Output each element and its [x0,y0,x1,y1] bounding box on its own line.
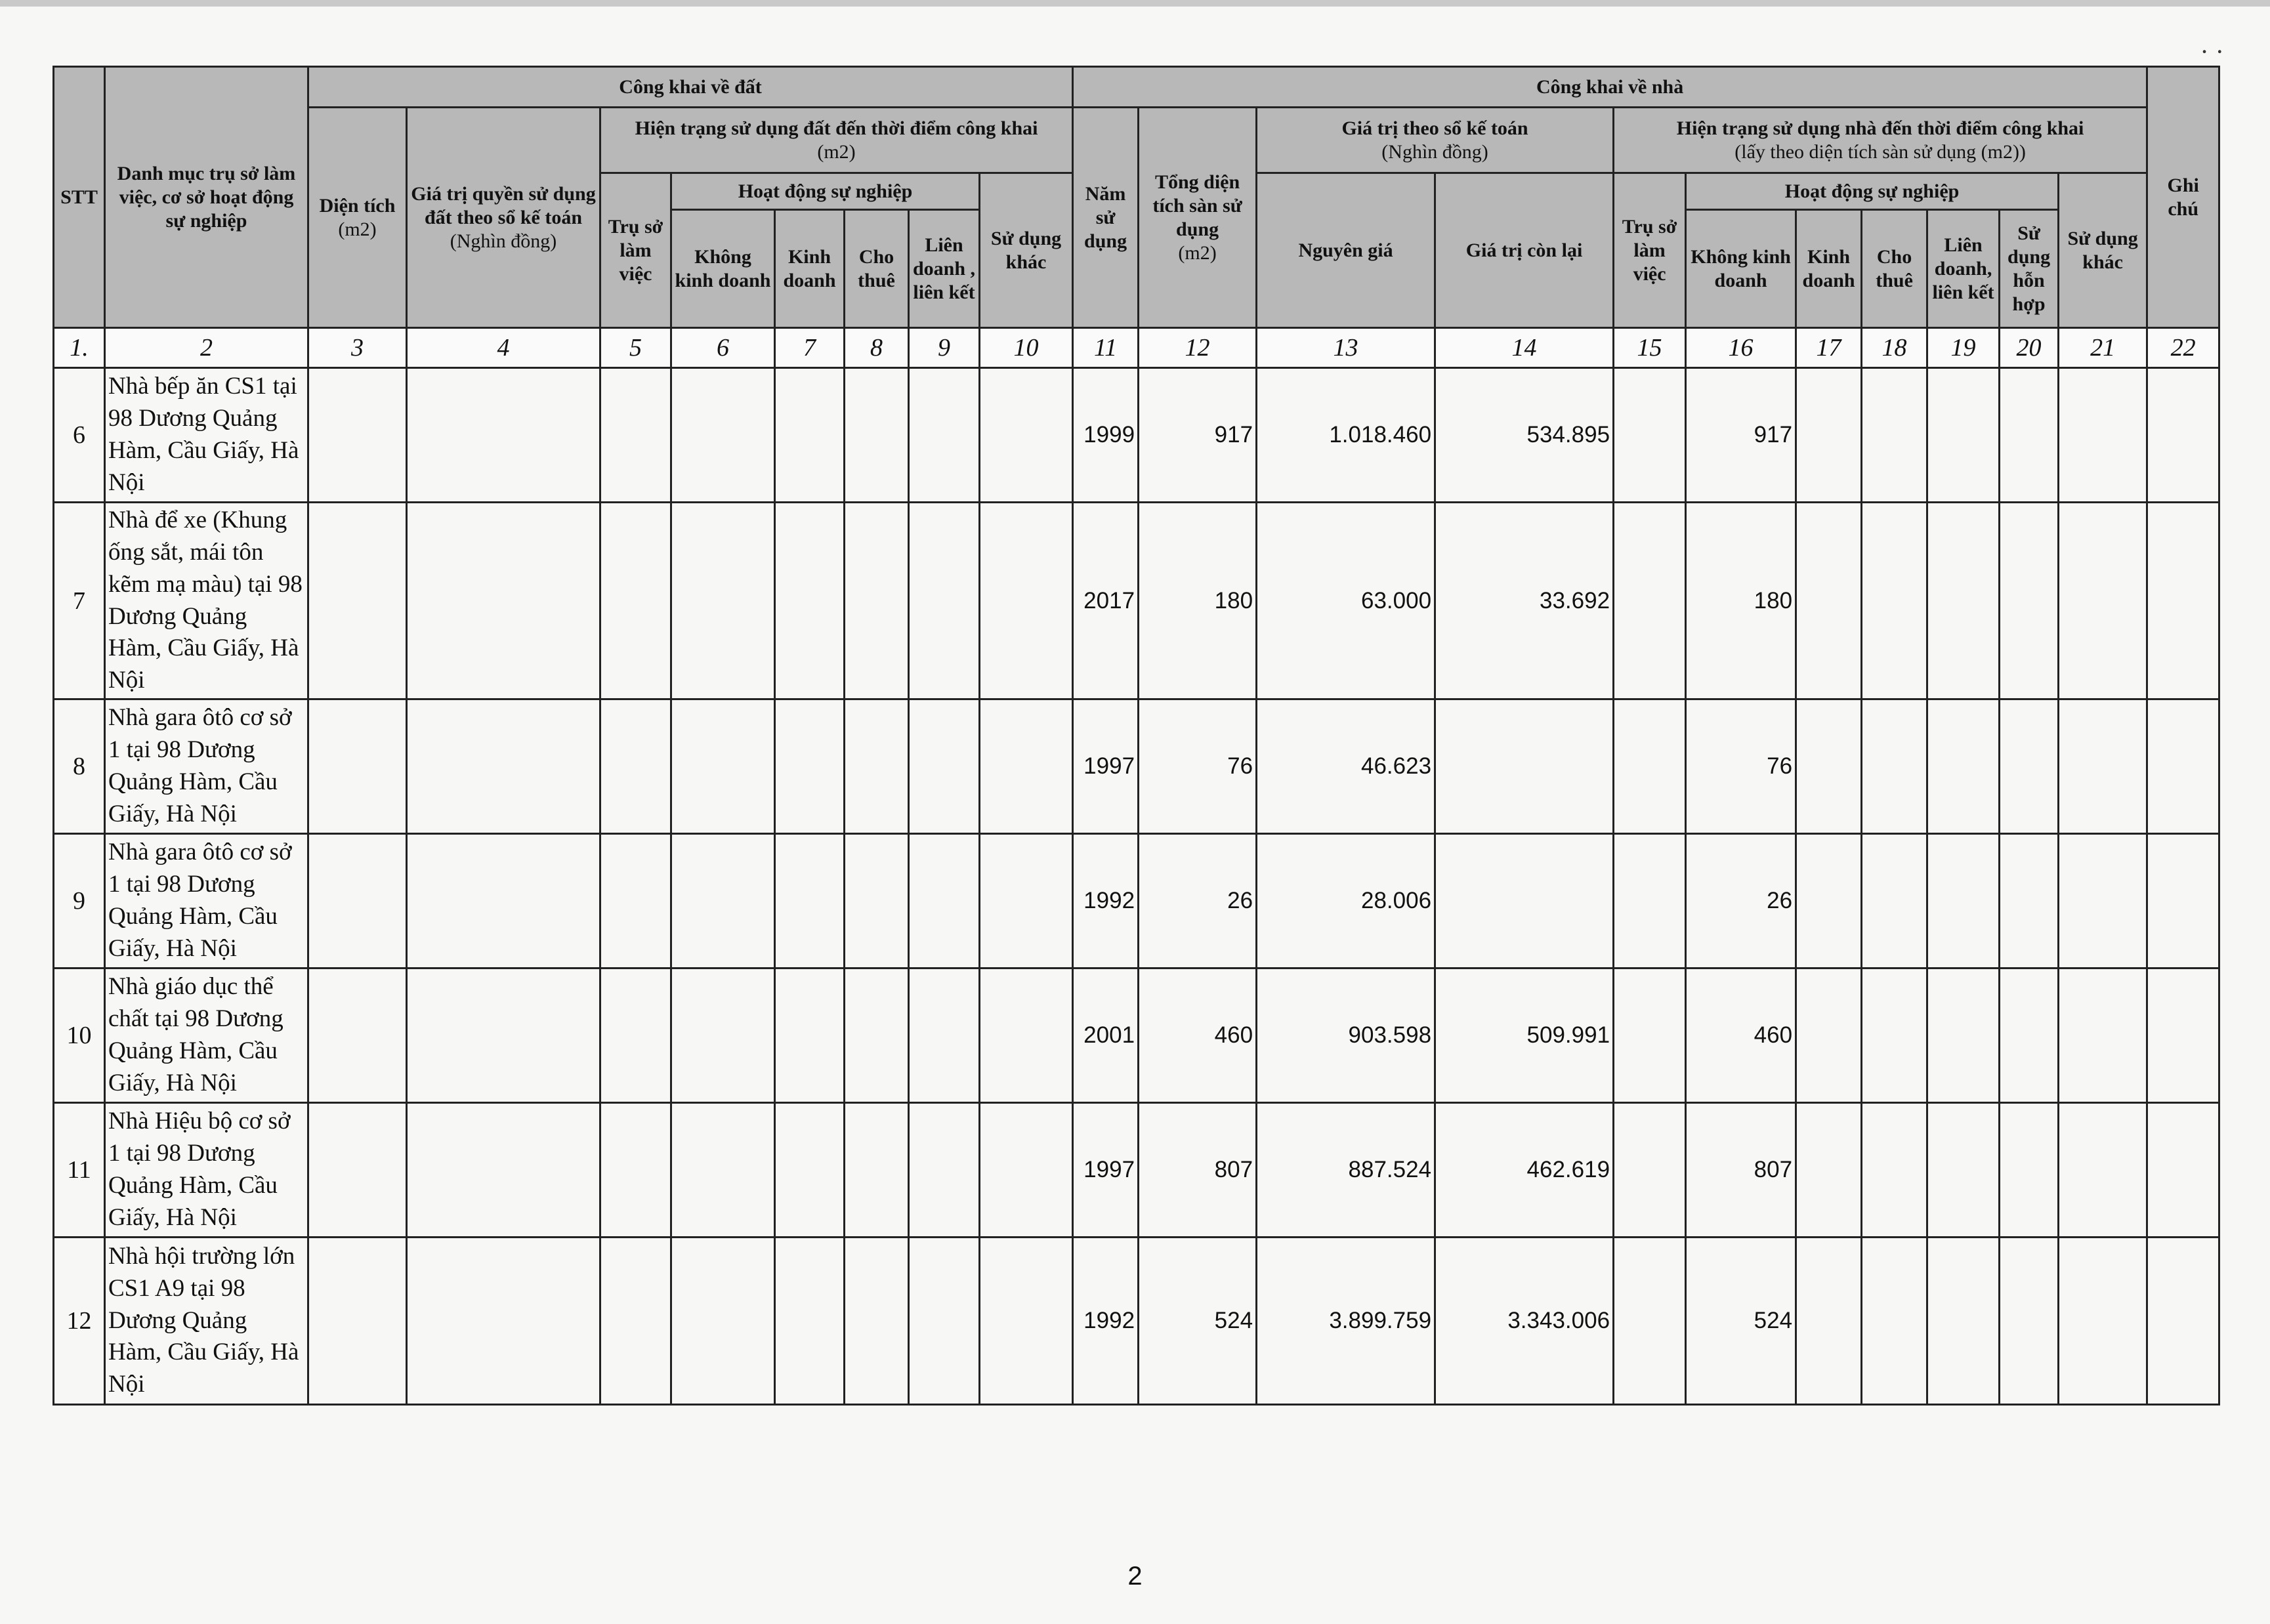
house-rent-cell [1862,834,1927,968]
index-cell: 11 [1073,328,1139,368]
index-cell: 9 [909,328,980,368]
asset-disclosure-table [53,66,2220,1405]
land-nonbusiness-cell [671,503,775,699]
land-jv-cell [909,1238,980,1405]
house-group-header: Công khai về nhà [1073,67,2147,108]
row-name: Nhà gara ôtô cơ sở 1 tại 98 Dương Quảng Hàm, Cầu Giấy, Hà Nội [105,834,308,968]
col-category: Danh mục trụ sở làm việc, cơ sở hoạt động sự nghiệp [105,67,308,328]
house-total-area-cell: 26 [1139,834,1257,968]
row-name: Nhà Hiệu bộ cơ sở 1 tại 98 Dương Quảng Hàm, Cầu Giấy, Hà Nội [105,1103,308,1238]
house-total-area-label: Tổng diện tích sàn sử dụng [1152,171,1242,240]
land-rent-cell [845,699,909,834]
notes-cell [2147,503,2219,699]
table-row [54,503,2219,699]
land-office-cell [600,1103,671,1238]
house-business-cell [1796,834,1862,968]
table-row [54,968,2219,1103]
house-nonbusiness-cell: 26 [1686,834,1796,968]
house-total-area-cell: 524 [1139,1238,1257,1405]
col-stt: STT [54,67,105,328]
land-office-cell [600,834,671,968]
table-row [54,1103,2219,1238]
land-nonbusiness-cell [671,1238,775,1405]
house-activity-header: Hoạt động sự nghiệp [1686,173,2059,210]
house-mixed-cell [2000,503,2059,699]
index-cell: 5 [600,328,671,368]
house-year-cell: 1999 [1073,368,1139,503]
index-cell: 10 [980,328,1073,368]
index-cell: 21 [2059,328,2147,368]
row-name: Nhà bếp ăn CS1 tại 98 Dương Quảng Hàm, Cầu Giấy, Hà Nội [105,368,308,503]
land-area-cell [308,1103,407,1238]
col-house-rent: Cho thuê [1862,210,1927,328]
col-land-value [407,108,600,328]
land-business-cell [775,834,845,968]
house-nonbusiness-cell: 180 [1686,503,1796,699]
land-status-label: Hiện trạng sử dụng đất đến thời điểm công khai [635,117,1038,139]
house-total-area-cell: 460 [1139,968,1257,1103]
land-business-cell [775,368,845,503]
index-cell: 16 [1686,328,1796,368]
land-value-cell [407,699,600,834]
table-row [54,699,2219,834]
col-land-office: Trụ sở làm việc [600,173,671,328]
index-cell: 1. [54,328,105,368]
house-business-cell [1796,503,1862,699]
house-book-value-unit: (Nghìn đồng) [1381,140,1488,163]
col-house-original: Nguyên giá [1257,173,1435,328]
index-cell: 3 [308,328,407,368]
land-rent-cell [845,368,909,503]
house-jv-cell [1927,968,2000,1103]
col-house-year: Năm sử dụng [1073,108,1139,328]
row-stt: 6 [54,368,105,503]
page-number: 2 [1127,1562,1143,1591]
land-office-cell [600,368,671,503]
house-status-header [1614,108,2147,173]
land-rent-cell [845,1238,909,1405]
scan-marks: · · [2200,37,2224,66]
index-cell: 18 [1862,328,1927,368]
land-other-cell [980,699,1073,834]
house-business-cell [1796,1238,1862,1405]
house-original-cell: 1.018.460 [1257,368,1435,503]
land-jv-cell [909,503,980,699]
row-name: Nhà để xe (Khung ống sắt, mái tôn kẽm mạ màu) tại 98 Dương Quảng Hàm, Cầu Giấy, Hà Nội [105,503,308,699]
row-name: Nhà hội trường lớn CS1 A9 tại 98 Dương Quảng Hàm, Cầu Giấy, Hà Nội [105,1238,308,1405]
col-land-nonbusiness: Không kinh doanh [671,210,775,328]
house-mixed-cell [2000,368,2059,503]
land-area-unit: (m2) [338,218,377,240]
land-office-cell [600,968,671,1103]
house-jv-cell [1927,503,2000,699]
house-other-cell [2059,368,2147,503]
house-nonbusiness-cell: 807 [1686,1103,1796,1238]
house-business-cell [1796,699,1862,834]
notes-cell [2147,699,2219,834]
land-value-cell [407,503,600,699]
house-original-cell: 63.000 [1257,503,1435,699]
land-value-label: Giá trị quyền sử dụng đất theo sổ kế toán [411,182,596,228]
house-status-unit: (lấy theo diện tích sàn sử dụng (m2)) [1734,140,2026,163]
land-value-cell [407,968,600,1103]
index-cell: 7 [775,328,845,368]
house-jv-cell [1927,1103,2000,1238]
house-jv-cell [1927,834,2000,968]
row-name: Nhà gara ôtô cơ sở 1 tại 98 Dương Quảng Hàm, Cầu Giấy, Hà Nội [105,699,308,834]
column-index-row [54,328,2219,368]
land-business-cell [775,1103,845,1238]
house-mixed-cell [2000,1103,2059,1238]
house-remaining-cell [1435,699,1614,834]
land-nonbusiness-cell [671,699,775,834]
house-other-cell [2059,699,2147,834]
row-stt: 8 [54,699,105,834]
land-business-cell [775,699,845,834]
col-land-area [308,108,407,328]
land-other-cell [980,503,1073,699]
notes-cell [2147,1238,2219,1405]
notes-cell [2147,968,2219,1103]
col-house-mixed: Sử dụng hỗn hợp [2000,210,2059,328]
col-land-rent: Cho thuê [845,210,909,328]
house-total-area-cell: 917 [1139,368,1257,503]
land-jv-cell [909,1103,980,1238]
house-mixed-cell [2000,834,2059,968]
land-value-cell [407,1103,600,1238]
house-mixed-cell [2000,1238,2059,1405]
col-land-business: Kinh doanh [775,210,845,328]
land-value-cell [407,368,600,503]
house-nonbusiness-cell: 524 [1686,1238,1796,1405]
house-year-cell: 2001 [1073,968,1139,1103]
land-rent-cell [845,503,909,699]
house-total-area-cell: 76 [1139,699,1257,834]
land-business-cell [775,968,845,1103]
land-area-cell [308,1238,407,1405]
house-business-cell [1796,1103,1862,1238]
land-rent-cell [845,968,909,1103]
house-year-cell: 1992 [1073,1238,1139,1405]
row-stt: 10 [54,968,105,1103]
house-office-cell [1614,834,1686,968]
col-house-office: Trụ sở làm việc [1614,173,1686,328]
land-jv-cell [909,368,980,503]
col-house-total-area [1139,108,1257,328]
land-other-cell [980,368,1073,503]
land-jv-cell [909,834,980,968]
col-house-jv: Liên doanh, liên kết [1927,210,2000,328]
land-area-cell [308,699,407,834]
land-area-label: Diện tích [319,194,396,217]
index-cell: 17 [1796,328,1862,368]
house-total-area-unit: (m2) [1178,241,1217,264]
house-remaining-cell [1435,834,1614,968]
table-body [54,328,2219,1405]
house-original-cell: 28.006 [1257,834,1435,968]
house-remaining-cell: 3.343.006 [1435,1238,1614,1405]
house-rent-cell [1862,1238,1927,1405]
table-row [54,1238,2219,1405]
table-row [54,834,2219,968]
house-total-area-cell: 180 [1139,503,1257,699]
house-other-cell [2059,968,2147,1103]
notes-cell [2147,1103,2219,1238]
house-rent-cell [1862,1103,1927,1238]
house-year-cell: 1992 [1073,834,1139,968]
col-notes: Ghi chú [2147,67,2219,328]
house-year-cell: 1997 [1073,1103,1139,1238]
land-status-header [600,108,1073,173]
house-office-cell [1614,368,1686,503]
land-area-cell [308,968,407,1103]
house-mixed-cell [2000,699,2059,834]
house-original-cell: 46.623 [1257,699,1435,834]
land-office-cell [600,699,671,834]
index-cell: 8 [845,328,909,368]
house-book-value-header [1257,108,1614,173]
house-jv-cell [1927,368,2000,503]
col-house-business: Kinh doanh [1796,210,1862,328]
notes-cell [2147,368,2219,503]
notes-cell [2147,834,2219,968]
index-cell: 15 [1614,328,1686,368]
land-business-cell [775,1238,845,1405]
land-jv-cell [909,699,980,834]
index-cell: 19 [1927,328,2000,368]
land-office-cell [600,503,671,699]
land-nonbusiness-cell [671,368,775,503]
land-area-cell [308,368,407,503]
house-business-cell [1796,968,1862,1103]
index-cell: 4 [407,328,600,368]
land-other-cell [980,1238,1073,1405]
house-original-cell: 887.524 [1257,1103,1435,1238]
house-remaining-cell: 33.692 [1435,503,1614,699]
house-rent-cell [1862,699,1927,834]
scan-top-edge [0,0,2270,7]
land-other-cell [980,1103,1073,1238]
house-office-cell [1614,1103,1686,1238]
land-area-cell [308,834,407,968]
index-cell: 12 [1139,328,1257,368]
index-cell: 22 [2147,328,2219,368]
house-original-cell: 3.899.759 [1257,1238,1435,1405]
house-nonbusiness-cell: 460 [1686,968,1796,1103]
house-remaining-cell: 534.895 [1435,368,1614,503]
house-nonbusiness-cell: 76 [1686,699,1796,834]
house-other-cell [2059,834,2147,968]
house-office-cell [1614,699,1686,834]
land-activity-header: Hoạt động sự nghiệp [671,173,980,210]
house-book-value-label: Giá trị theo sổ kế toán [1341,117,1528,139]
index-cell: 20 [2000,328,2059,368]
land-nonbusiness-cell [671,1103,775,1238]
house-nonbusiness-cell: 917 [1686,368,1796,503]
house-year-cell: 1997 [1073,699,1139,834]
house-business-cell [1796,368,1862,503]
row-stt: 12 [54,1238,105,1405]
land-status-unit: (m2) [817,140,856,163]
index-cell: 13 [1257,328,1435,368]
col-house-other: Sử dụng khác [2059,173,2147,328]
land-area-cell [308,503,407,699]
house-status-label: Hiện trạng sử dụng nhà đến thời điểm công khai [1676,117,2084,139]
col-house-nonbusiness: Không kinh doanh [1686,210,1796,328]
land-nonbusiness-cell [671,834,775,968]
land-nonbusiness-cell [671,968,775,1103]
land-office-cell [600,1238,671,1405]
land-value-cell [407,834,600,968]
col-house-remaining: Giá trị còn lại [1435,173,1614,328]
land-other-cell [980,968,1073,1103]
table-row [54,368,2219,503]
land-value-unit: (Nghìn đồng) [450,230,557,252]
row-stt: 7 [54,503,105,699]
col-land-jv: Liên doanh , liên kết [909,210,980,328]
house-office-cell [1614,1238,1686,1405]
land-value-cell [407,1238,600,1405]
land-business-cell [775,503,845,699]
house-other-cell [2059,1103,2147,1238]
house-jv-cell [1927,1238,2000,1405]
land-rent-cell [845,834,909,968]
house-year-cell: 2017 [1073,503,1139,699]
house-other-cell [2059,1238,2147,1405]
house-rent-cell [1862,368,1927,503]
col-land-other: Sử dụng khác [980,173,1073,328]
land-other-cell [980,834,1073,968]
index-cell: 2 [105,328,308,368]
house-mixed-cell [2000,968,2059,1103]
house-rent-cell [1862,503,1927,699]
index-cell: 14 [1435,328,1614,368]
row-name: Nhà giáo dục thể chất tại 98 Dương Quảng Hàm, Cầu Giấy, Hà Nội [105,968,308,1103]
land-rent-cell [845,1103,909,1238]
house-jv-cell [1927,699,2000,834]
row-stt: 11 [54,1103,105,1238]
house-remaining-cell: 462.619 [1435,1103,1614,1238]
row-stt: 9 [54,834,105,968]
house-office-cell [1614,968,1686,1103]
house-original-cell: 903.598 [1257,968,1435,1103]
house-remaining-cell: 509.991 [1435,968,1614,1103]
land-group-header: Công khai về đất [308,67,1073,108]
land-jv-cell [909,968,980,1103]
house-office-cell [1614,503,1686,699]
house-total-area-cell: 807 [1139,1103,1257,1238]
house-other-cell [2059,503,2147,699]
index-cell: 6 [671,328,775,368]
house-rent-cell [1862,968,1927,1103]
